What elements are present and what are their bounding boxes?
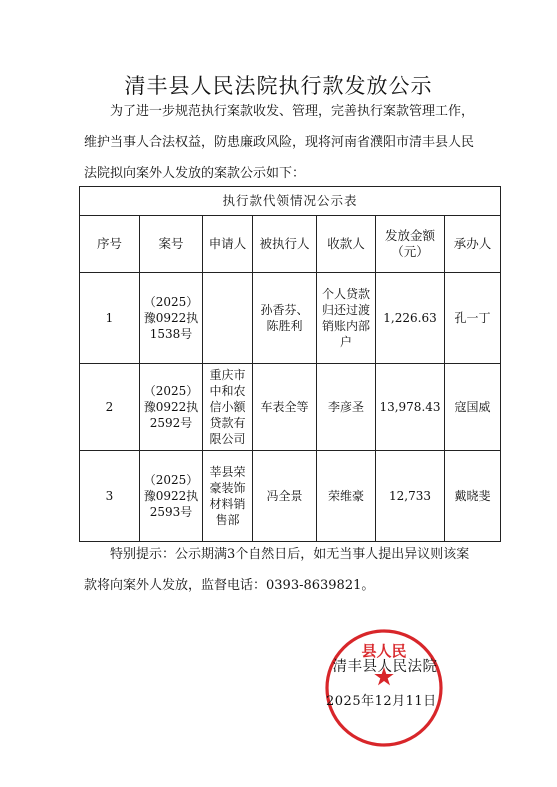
header-amount-line1: 发放金额 (384, 228, 435, 243)
cell-executee: 车表全等 (253, 364, 317, 451)
cell-executee: 冯全景 (253, 451, 317, 542)
notice-line: 特别提示：公示期满3个自然日后，如无当事人提出异议则该案 (110, 547, 470, 562)
cell-case-no (140, 273, 203, 364)
cell-amount: 12,733 (376, 451, 445, 542)
case-end: 1538号 (149, 327, 193, 341)
table-row (80, 451, 501, 542)
cell-handler: 寇国威 (445, 364, 501, 451)
header-payee: 收款人 (317, 216, 376, 273)
case-mid: 豫0922执 (143, 489, 199, 503)
signature-org: 清丰县人民法院 (332, 659, 438, 675)
case-year: （2025） (143, 295, 199, 309)
notice-paragraph (84, 539, 484, 601)
intro-line: 维护当事人合法权益，防患廉政风险，现将河南省濮阳市清丰县人民 (84, 135, 475, 150)
header-applicant: 申请人 (203, 216, 253, 273)
table-caption: 执行款代领情况公示表 (80, 187, 501, 216)
table-header-row (80, 216, 501, 273)
header-amount-line2: （元） (391, 244, 429, 259)
cell-case-no (140, 451, 203, 542)
header-amount (376, 216, 445, 273)
cell-payee: 个人贷款归还过渡销账内部户 (317, 273, 376, 364)
case-end: 2593号 (149, 505, 193, 519)
table-caption-row (80, 187, 501, 216)
cell-index: 3 (80, 451, 140, 542)
cell-applicant: 莘县荣豪装饰材料销售部 (203, 451, 253, 542)
document-title: 清丰县人民法院执行款发放公示 (124, 74, 433, 98)
cell-amount: 13,978.43 (376, 364, 445, 451)
cell-index: 2 (80, 364, 140, 451)
intro-paragraph (84, 96, 484, 189)
cell-applicant (203, 273, 253, 364)
intro-line: 为了进一步规范执行案款收发、管理，完善执行案款管理工作， (110, 104, 475, 119)
cell-index: 1 (80, 273, 140, 364)
signature-date: 2025年12月11日 (326, 694, 437, 709)
table-row (80, 273, 501, 364)
cell-handler: 戴晓斐 (445, 451, 501, 542)
court-seal (323, 627, 445, 749)
seal-text: 县人民 (361, 642, 407, 660)
payment-table (79, 186, 501, 542)
header-case-no: 案号 (140, 216, 203, 273)
case-year: （2025） (143, 384, 199, 398)
intro-line: 法院拟向案外人发放的案款公示如下： (84, 166, 306, 181)
cell-executee: 孙香芬、陈胜利 (253, 273, 317, 364)
cell-payee: 李彦圣 (317, 364, 376, 451)
header-executee: 被执行人 (253, 216, 317, 273)
case-mid: 豫0922执 (143, 400, 199, 414)
case-mid: 豫0922执 (143, 311, 199, 325)
cell-applicant: 重庆市中和农信小额贷款有限公司 (203, 364, 253, 451)
cell-amount: 1,226.63 (376, 273, 445, 364)
cell-handler: 孔一丁 (445, 273, 501, 364)
notice-line: 款将向案外人发放，监督电话：0393-8639821。 (84, 578, 375, 593)
cell-case-no (140, 364, 203, 451)
header-handler: 承办人 (445, 216, 501, 273)
case-year: （2025） (143, 473, 199, 487)
case-end: 2592号 (149, 416, 193, 430)
table-row (80, 364, 501, 451)
header-index: 序号 (80, 216, 140, 273)
cell-payee: 荣维豪 (317, 451, 376, 542)
